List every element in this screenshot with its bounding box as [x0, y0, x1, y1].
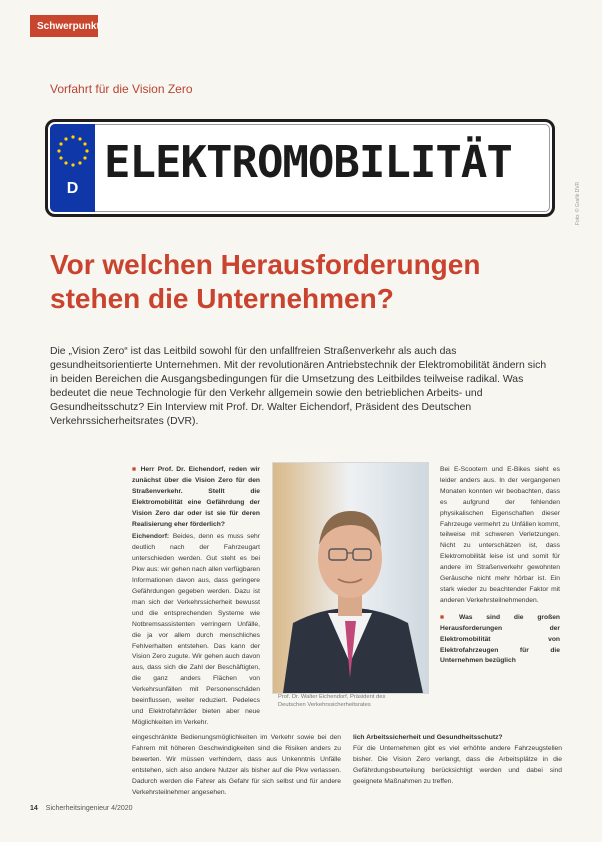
column-3-text: Bei E-Scootern und E-Bikes sieht es leider anders aus. In der vergangenen Monaten konnten wir beobachten, dass es aufgrund der fehlenden physikalischen Eigenschaften dieser Fahrzeuge vermehrt zu Unfällen kommt, teilweise mit schweren Verletzungen. Nicht zu unterschätzen ist, dass Elektromobilität leise ist und somit für andere im Straßenverkehr gewohnten Geräusche nicht mehr hörbar ist. Ein stark wieder zu beachtender Faktor mit anderen Verkehrsteilnehmenden. [440, 466, 560, 604]
page-number: 14 [30, 805, 38, 812]
section-tag: Schwerpunkt [30, 15, 98, 37]
bottom-paragraph-2: Für die Unternehmen gibt es viel erhöhte andere Fahrzeugstellen bisher. Die Vision Zero verlangt, dass die Arbeitsplätze in die Gefährdungsbeurteilung berücksichtigt werden und dabei sind geeignete Maßnahmen zu treffen. [353, 744, 562, 785]
kicker: Vorfahrt für die Vision Zero [50, 82, 193, 96]
plate-text: ELEKTROMOBILITÄT [104, 137, 512, 188]
bullet-icon: ■ [132, 466, 138, 473]
article-column-1 [132, 465, 260, 729]
article-column-3 [440, 465, 560, 667]
intro-paragraph: Die „Vision Zero“ ist das Leitbild sowohl für den unfallfreien Straßenverkehr als auch das gesundheitsorientierte Unternehmen. Mit der revolutionären Antriebstechnik der Elektromobilität ändern sich in beiden Bereichen die Ausgangsbedingungen für die Umsetzung des Leitbildes teilweise radikal. Was bedeutet die neue Technologie für den Verkehr allgemein sowie den betrieblichen Arbeits- und Gesundheitsschutz? Ein Interview mit Prof. Dr. Walter Eichendorf, Präsident des Deutschen Verkehrssicherheitsrates (DVR). [50, 346, 547, 427]
portrait-illustration [273, 463, 428, 693]
country-code: D [66, 180, 79, 197]
bottom-question: lich Arbeitssicherheit und Gesundheitsschutz? [353, 734, 503, 741]
article-bottom [132, 733, 562, 798]
photo-credit: Foto: © Grafik DVR [575, 181, 581, 225]
photo-caption: Prof. Dr. Walter Eichendorf, Präsident des Deutschen Verkehrssicherheitsrates [278, 694, 386, 708]
question-2: ■ Was sind die großen Herausforderungen der Elektromobilität von Elektrofahrzeugen für die Unternehmen bezüglich [440, 613, 560, 665]
headline: Vor welchen Herausforderungen stehen die Unternehmen? [50, 249, 481, 314]
page-footer [30, 805, 133, 812]
portrait-photo [272, 462, 429, 694]
answer-1: Eichendorf: Beides, denn es muss sehr deutlich nach der Fahrzeugart unterschieden werden. Gut steht es bei Pkw aus: wir gehen nach allen verfügbaren Informationen davon aus, dass geringere Gefährdungen gegeben werden. Dazu ist man sich der Verkehrssicherheit bewusst und die entsprechenden Systeme wie Notbremsassistenten verringern Unfälle, die ja vor allem durch menschliches Fehlverhalten entstehen. Das kann der Vision Zero zugute. Wir gehen auch davon aus, dass sich die Zahl der Beschäftigten, die ganz anders Flächen von Verkehrsunfällen mit Personenschäden beeinflussen, weiter reduziert. Pedelecs und Elektrofahrräder bieten aber neue Möglichkeiten im Verkehr. [132, 533, 261, 726]
eu-stars-icon [54, 132, 92, 170]
publication-name: Sicherheitsingenieur 4/2020 [45, 805, 133, 812]
bullet-icon: ■ [440, 613, 456, 621]
bottom-paragraph-1: eingeschränkte Bedienungsmöglichkeiten im Verkehr sowie bei den Fahrern mit höheren Geschwindigkeiten sind die Risiken anders zu bewerten. Wir müssen verhindern, dass aus Unkenntnis Unfälle entstehen, sich also andere Nutzer als bisher auf die Pkw verlassen. Dadurch werden die Fahrer als Gefahr für sich selbst und für andere Verkehrsteilnehmer angesehen. [132, 734, 341, 796]
question-1: ■ Herr Prof. Dr. Eichendorf, reden wir zunächst über die Vision Zero für den Straßenverkehr. Stellt die Elektromobilität eine Gefährdung der Vision Zero dar oder ist sie für deren Realisierung eher förderlich? [132, 466, 260, 528]
